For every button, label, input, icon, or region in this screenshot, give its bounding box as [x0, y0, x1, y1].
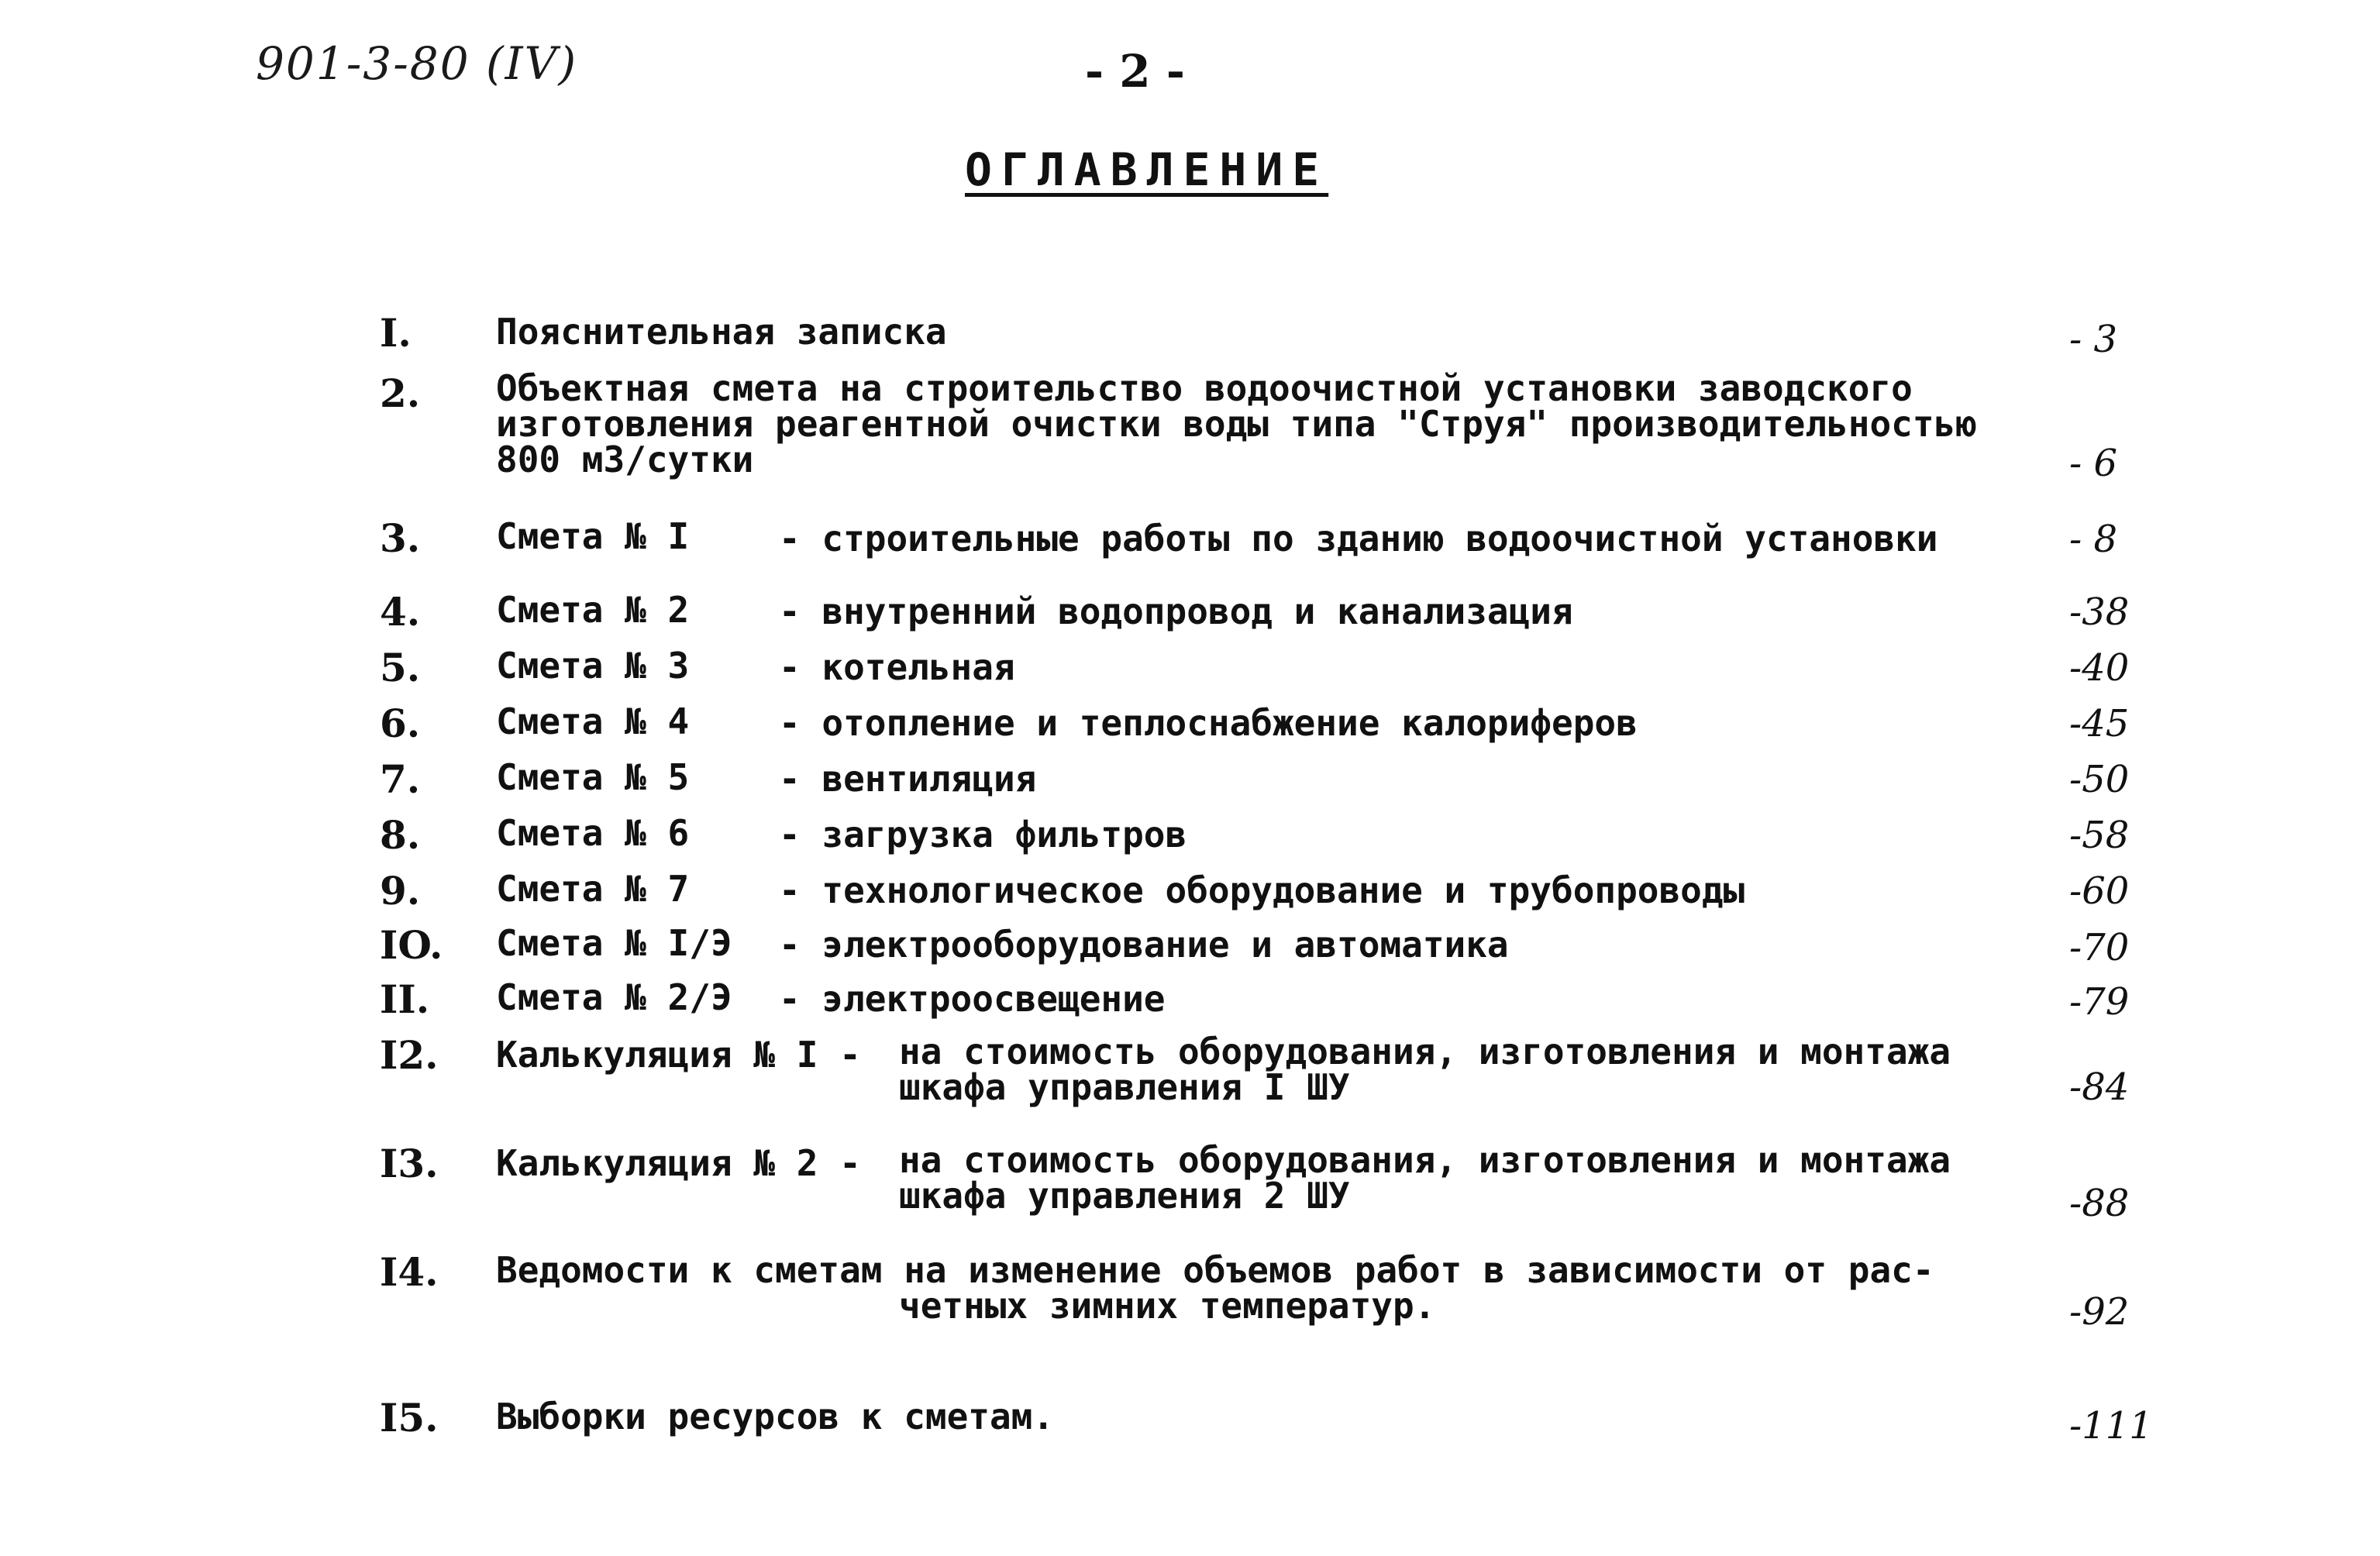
toc-item-estimate: Смета № 4	[496, 701, 690, 742]
toc-item-estimate: Калькуляция № 2 -	[496, 1142, 861, 1184]
toc-item-number: I2.	[380, 1032, 439, 1078]
toc-item-estimate: Калькуляция № I -	[496, 1034, 861, 1076]
toc-item-estimate: Смета № I	[496, 515, 690, 557]
toc-item-estimate: Смета № 3	[496, 645, 690, 687]
toc-item-number: I4.	[380, 1249, 439, 1295]
toc-item-desc: на стоимость оборудования, изготовления и монтажа шкафа управления I ШУ	[899, 1031, 1951, 1108]
toc-item-estimate: Смета № 5	[496, 756, 690, 798]
toc-item-desc: - технологическое оборудование и трубопроводы	[779, 869, 1745, 911]
toc-item-desc: на стоимость оборудования, изготовления и монтажа шкафа управления 2 ШУ	[899, 1139, 1951, 1217]
document-code: 901-3-80 (IV)	[256, 37, 578, 90]
toc-item-number: I5.	[380, 1395, 439, 1441]
toc-item-desc: - загрузка фильтров	[779, 814, 1187, 855]
toc-item-number: I.	[380, 310, 412, 356]
toc-item-estimate: Смета № 2	[496, 589, 690, 631]
toc-item-page: -79	[2069, 980, 2130, 1024]
toc-item-page: -60	[2069, 869, 2130, 913]
toc-item-number: 3.	[380, 515, 421, 561]
toc-item-number: 9.	[380, 868, 421, 914]
toc-item-page: -45	[2069, 702, 2130, 745]
toc-item-desc: - отопление и теплоснабжение калориферов	[779, 702, 1638, 744]
toc-item-number: 7.	[380, 756, 421, 802]
toc-item-number: I3.	[380, 1141, 439, 1186]
toc-item-text: Ведомости к сметам на изменение объемов работ в зависимости от рас-	[496, 1249, 1934, 1291]
toc-item-page: -88	[2069, 1182, 2130, 1225]
toc-item-desc: - котельная	[779, 646, 1015, 688]
toc-item-number: 2.	[380, 370, 421, 416]
toc-item-estimate: Смета № 2/Э	[496, 976, 732, 1018]
toc-item-page: -70	[2069, 926, 2130, 969]
toc-item-number: 5.	[380, 645, 421, 690]
toc-item-page: -92	[2069, 1290, 2130, 1334]
toc-item-estimate: Смета № 6	[496, 812, 690, 854]
page-number: - 2 -	[1085, 45, 1185, 98]
toc-item-page: -38	[2069, 590, 2130, 634]
toc-item-number: 6.	[380, 701, 421, 746]
toc-item-desc: - вентиляция	[779, 758, 1037, 800]
toc-item-page: -50	[2069, 758, 2130, 801]
toc-item-page: -84	[2069, 1065, 2130, 1109]
toc-item-number: 4.	[380, 589, 421, 635]
toc-item-page: - 8	[2069, 518, 2118, 561]
toc-item-desc: - внутренний водопровод и канализация	[779, 590, 1573, 632]
toc-item-desc: четных зимних температур.	[899, 1285, 1436, 1327]
toc-item-estimate: Смета № 7	[496, 868, 690, 910]
toc-item-page: -58	[2069, 814, 2130, 857]
toc-item-page: -111	[2069, 1404, 2153, 1448]
toc-item-number: 8.	[380, 812, 421, 858]
toc-item-text: Пояснительная записка	[496, 311, 947, 353]
page-title: ОГЛАВЛЕНИЕ	[965, 143, 1329, 196]
toc-item-page: - 3	[2069, 318, 2118, 361]
toc-item-number: II.	[380, 976, 430, 1022]
toc-item-number: IO.	[380, 922, 443, 968]
toc-item-desc: - строительные работы по зданию водоочистной установки	[779, 518, 1938, 559]
toc-item-desc: - электроосвещение	[779, 978, 1166, 1020]
toc-item-estimate: Смета № I/Э	[496, 922, 732, 964]
toc-item-page: - 6	[2069, 442, 2118, 485]
toc-item-text: Выборки ресурсов к сметам.	[496, 1396, 1055, 1437]
toc-item-desc: - электрооборудование и автоматика	[779, 924, 1509, 966]
toc-item-text: Объектная смета на строительство водоочистной установки заводского изготовления реагентной очистки воды типа "Струя" производительностью 800 м3/сутки	[496, 367, 1977, 480]
toc-item-page: -40	[2069, 646, 2130, 690]
